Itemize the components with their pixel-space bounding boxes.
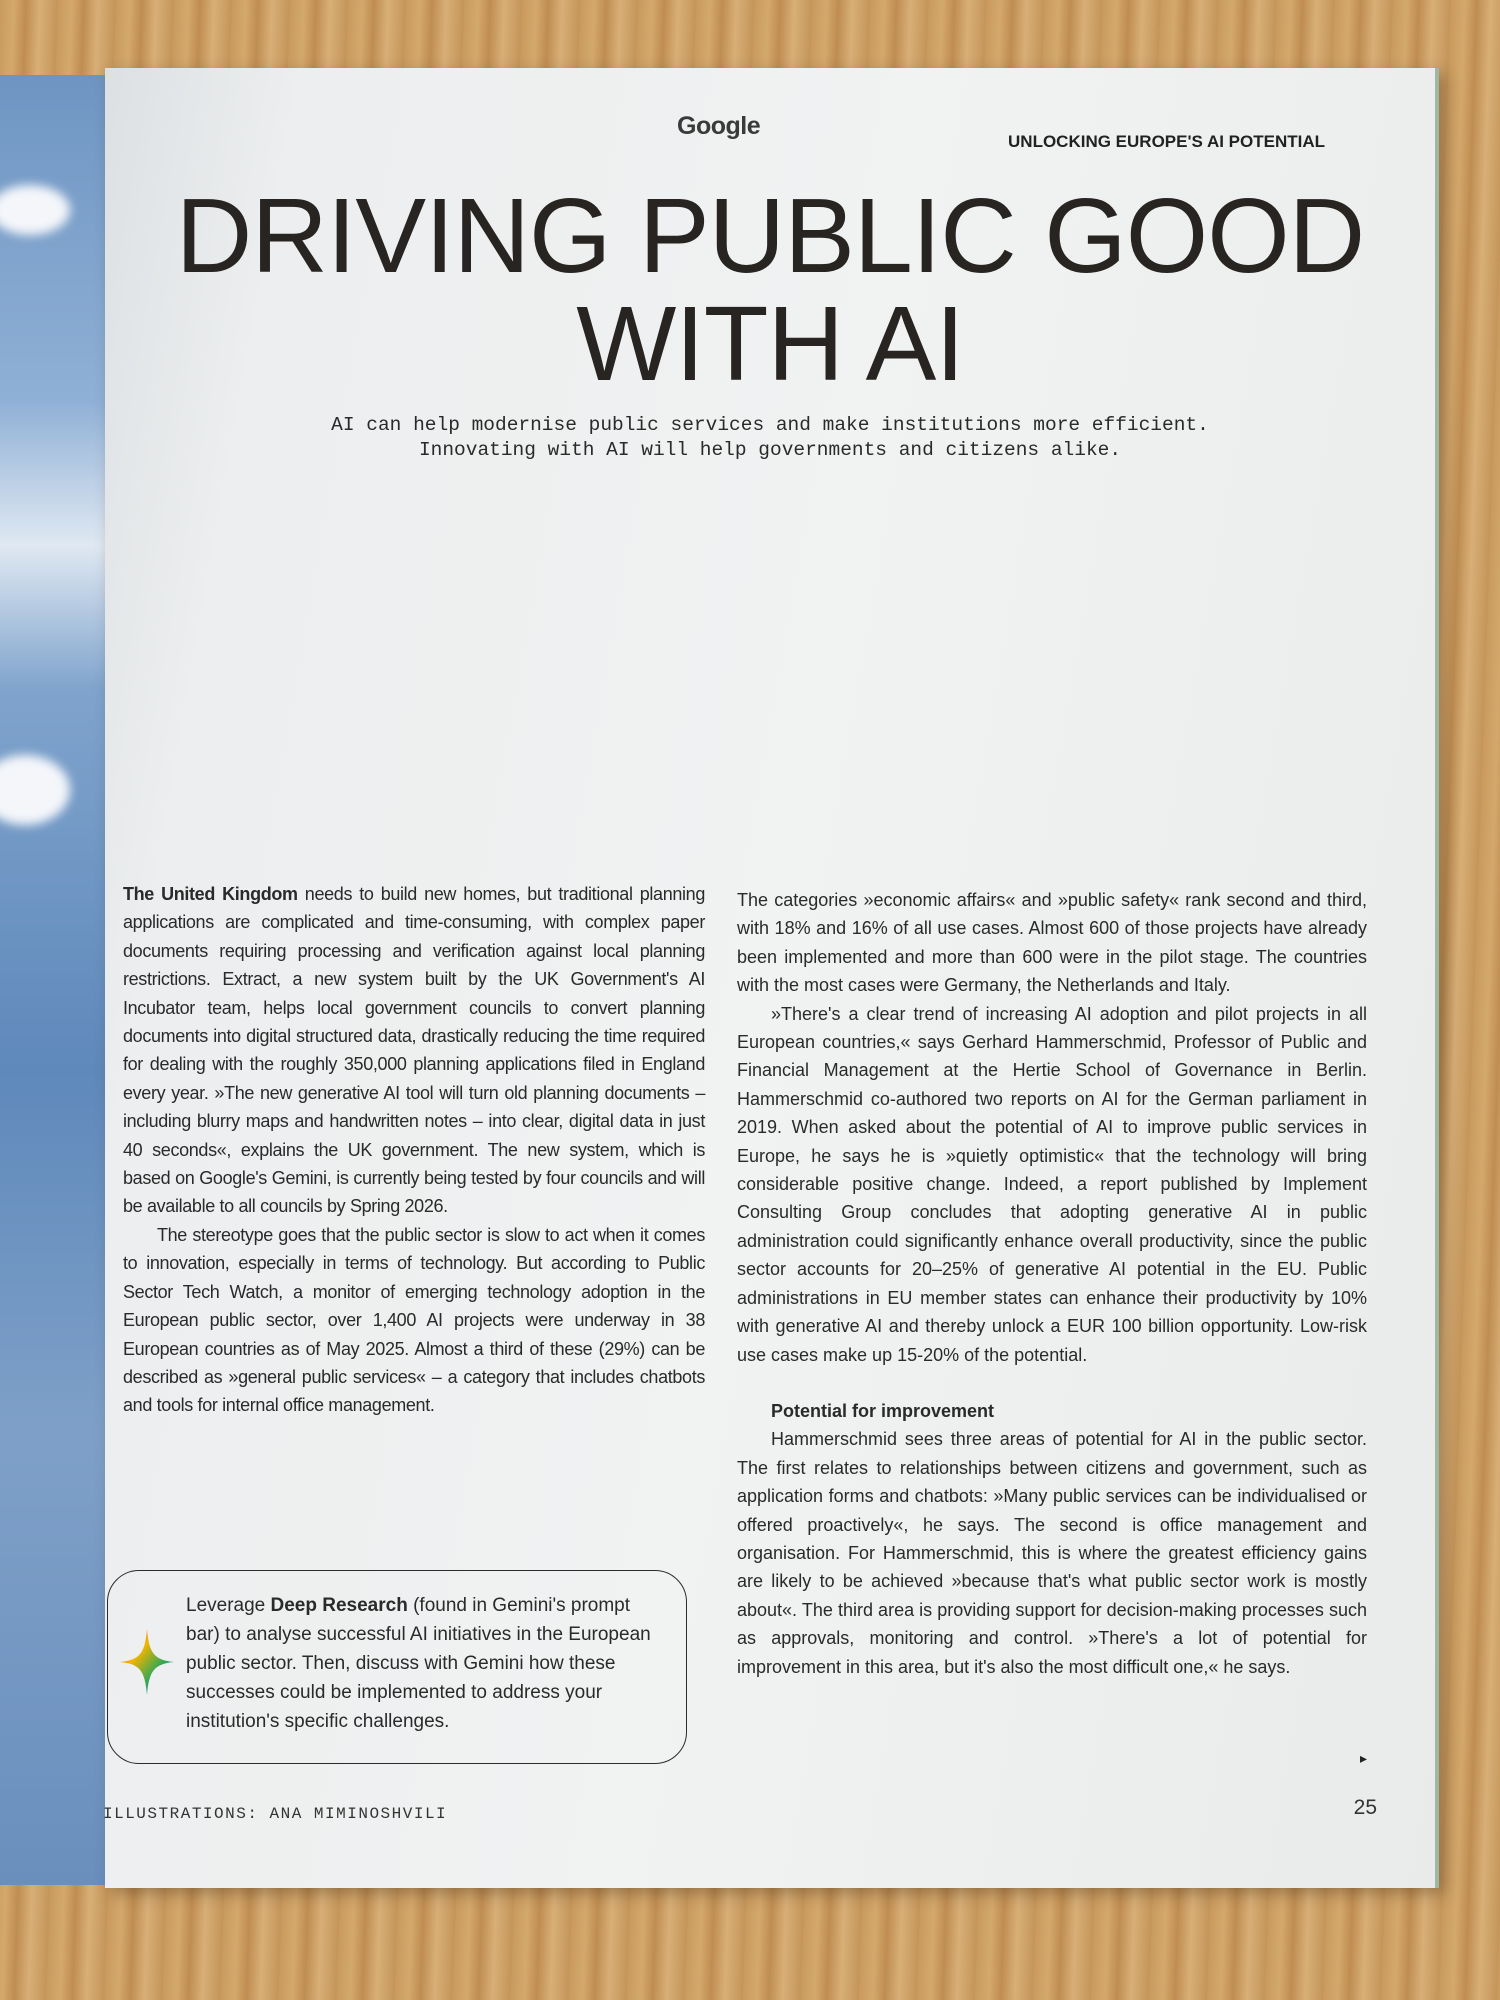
gemini-tip-box bbox=[107, 1570, 687, 1764]
paragraph: Hammerschmid sees three areas of potential for AI in the public sector. The first relates to relationships between citizens and government, such as application forms and chatbots: »Many public services can be individualised or offered proactively«, he says. The second is office management and organisation. For Hammerschmid, this is where the greatest efficiency gains are likely to be achieved »because that's what public sector work is mostly about«. The third area is providing support for decision-making processes such as approvals, monitoring and control. »There's a lot of potential for improvement in this area, but it's also the most difficult one,« he says. bbox=[737, 1429, 1367, 1677]
page-title bbox=[145, 177, 1395, 403]
end-arrow-icon: ▸ bbox=[1360, 1750, 1368, 1766]
paragraph-text: needs to build new homes, but traditional planning applications are complicated and time-consuming, with complex paper documents requiring processing and verification against local planning restrictions. Extract, a new system built by the UK Government's AI Incubator team, helps local government councils to convert planning documents into digital structured data, drastically reducing the time required for dealing with the roughly 350,000 planning applications filed in England every year. »The new generative AI tool will turn old planning documents – including blurry maps and handwritten notes – into clear, digital data in just 40 seconds«, explains the UK government. The new system, which is based on Google's Gemini, is currently being tested by four councils and will be available to all councils by Spring 2026. bbox=[123, 884, 705, 1217]
subheading: Potential for improvement bbox=[771, 1400, 995, 1421]
title-line-1: DRIVING PUBLIC GOOD bbox=[175, 177, 1365, 295]
deep-research-label: Deep Research bbox=[270, 1595, 408, 1616]
illustration-credit: ILLUSTRATIONS: ANA MIMINOSHVILI bbox=[103, 1805, 448, 1823]
paragraph bbox=[123, 880, 705, 1221]
lead-in: The United Kingdom bbox=[123, 884, 298, 904]
left-page-illustration bbox=[0, 75, 113, 1885]
page-number: 25 bbox=[1353, 1796, 1377, 1819]
left-column bbox=[123, 880, 705, 1420]
standfirst-line-2: Innovating with AI will help governments and citizens alike. bbox=[418, 439, 1122, 461]
gemini-sparkle-icon bbox=[118, 1627, 176, 1697]
section-label: UNLOCKING EUROPE'S AI POTENTIAL bbox=[1008, 132, 1325, 151]
google-logo: Google bbox=[677, 112, 761, 140]
cloud-shape bbox=[0, 185, 70, 235]
cloud-shape bbox=[0, 755, 70, 825]
paragraph: »There's a clear trend of increasing AI adoption and pilot projects in all European countries,« says Gerhard Hammerschmid, Professor of Public and Financial Management at the Hertie School of Governance in Berlin. Hammerschmid co-authored two reports on AI for the German parliament in 2019. When asked about the potential of AI to improve public services in Europe, he says he is »quietly optimistic« that the technology will bring considerable positive change. Indeed, a report published by Implement Consulting Group concludes that adopting generative AI in public administration could significantly enhance overall productivity, since the public sector accounts for 20–25% of generative AI potential in the EU. Public administrations in EU member states can enhance their productivity by 10% with generative AI and thereby unlock a EUR 100 billion opportunity. Low-risk use cases make up 15-20% of the potential. bbox=[737, 1003, 1367, 1365]
tip-text: Leverage Deep Research (found in Gemini's prompt bar) to analyse successful AI initiatives in the European public sector. Then, discuss with Gemini how these successes could be implemented to address your institution's specific challenges. bbox=[186, 1595, 651, 1732]
title-line-2: WITH AI bbox=[576, 285, 964, 403]
standfirst-line-1: AI can help modernise public services and make institutions more efficient. bbox=[331, 414, 1209, 436]
right-column bbox=[737, 886, 1367, 1681]
paragraph: The categories »economic affairs« and »public safety« rank second and third, with 18% and 16% of all use cases. Almost 600 of those projects have already been implemented and more than 600 were in the pilot stage. The countries with the most cases were Germany, the Netherlands and Italy. bbox=[737, 890, 1367, 996]
paragraph: The stereotype goes that the public sector is slow to act when it comes to innovation, especially in terms of technology. But according to Public Sector Tech Watch, a monitor of emerging technology adoption in the European public sector, over 1,400 AI projects were underway in 38 European countries as of May 2025. Almost a third of these (29%) can be described as »general public services« – a category that includes chatbots and tools for internal office management. bbox=[123, 1224, 705, 1416]
magazine-page bbox=[105, 68, 1439, 1888]
standfirst bbox=[215, 413, 1325, 463]
